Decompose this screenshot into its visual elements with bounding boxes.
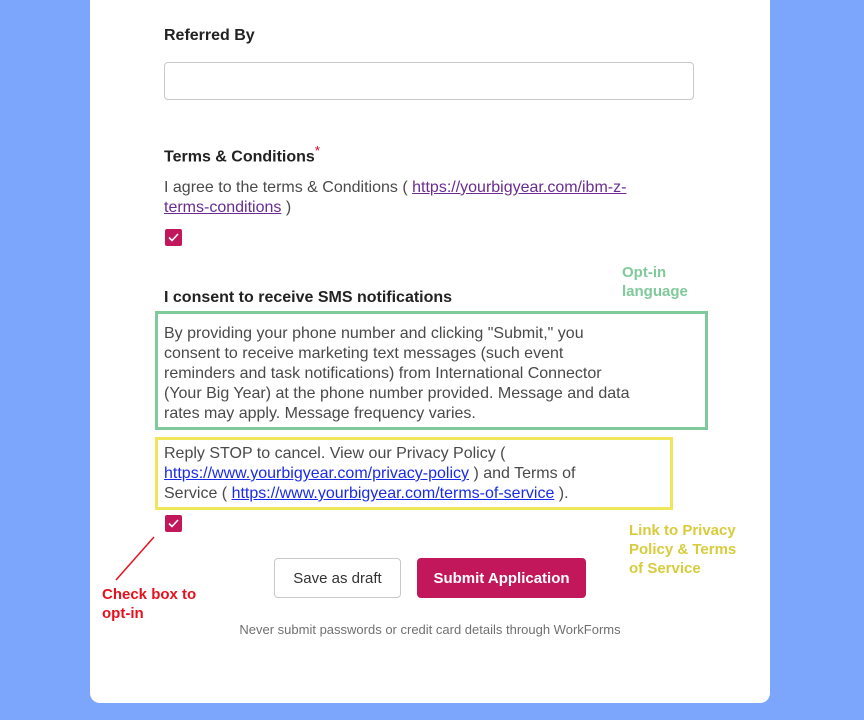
consent-line: reminders and task notifications) from International Connector [164, 365, 602, 382]
sms-consent-label: I consent to receive SMS notifications [164, 289, 453, 306]
link-annotation [629, 521, 736, 578]
sms-reply-text [164, 444, 674, 504]
required-mark: * [314, 143, 321, 158]
consent-line: consent to receive marketing text messages (such event [164, 345, 564, 362]
consent-line: (Your Big Year) at the phone number provided. Message and data [164, 385, 630, 402]
reply-line-1 [164, 444, 674, 464]
reply-text-1: Reply STOP to cancel. View our Privacy Policy ( [164, 445, 506, 462]
opt-in-annotation [622, 263, 688, 301]
checkbox-annotation [102, 585, 196, 623]
sms-checkbox[interactable] [165, 515, 182, 532]
terms-link-line2: terms-conditions [164, 199, 282, 216]
reply-line-3 [164, 484, 674, 504]
terms-agreement-text [164, 178, 704, 218]
terms-text-before: I agree to the terms & Conditions ( [164, 179, 413, 196]
annotation-line: Policy & Terms [629, 541, 737, 558]
terms-text-after: ) [281, 199, 292, 216]
annotation-line: of Service [629, 560, 701, 577]
terms-label [164, 143, 320, 166]
consent-line: rates may apply. Message frequency varies. [164, 405, 476, 422]
referred-by-label: Referred By [164, 27, 255, 44]
check-icon [168, 233, 179, 242]
referred-by-input[interactable] [164, 62, 694, 100]
privacy-policy-link[interactable]: https://www.yourbigyear.com/privacy-policy [164, 465, 469, 482]
save-draft-button[interactable]: Save as draft [274, 558, 401, 598]
annotation-line: Check box to [102, 586, 197, 603]
annotation-line: Link to Privacy [629, 522, 736, 539]
terms-link-line1: https://yourbigyear.com/ibm-z- [412, 179, 627, 196]
annotation-line: opt-in [102, 605, 144, 622]
annotation-line: Opt-in [622, 264, 667, 281]
reply-text-3: Service ( [164, 485, 232, 502]
annotation-arrow-line [110, 532, 160, 584]
sms-consent-text [164, 324, 704, 424]
reply-text-4: ). [554, 485, 569, 502]
reply-line-2 [164, 464, 674, 484]
check-icon [168, 519, 179, 528]
annotation-line: language [622, 283, 688, 300]
terms-of-service-link[interactable]: https://www.yourbigyear.com/terms-of-service [231, 485, 555, 502]
submit-application-button[interactable]: Submit Application [417, 558, 586, 598]
terms-checkbox[interactable] [165, 229, 182, 246]
consent-line: By providing your phone number and clicking "Submit," you [164, 325, 584, 342]
terms-label-text: Terms & Conditions [164, 148, 315, 166]
security-note: Never submit passwords or credit card details through WorkForms [239, 622, 621, 637]
reply-text-2: ) and Terms of [469, 465, 576, 482]
